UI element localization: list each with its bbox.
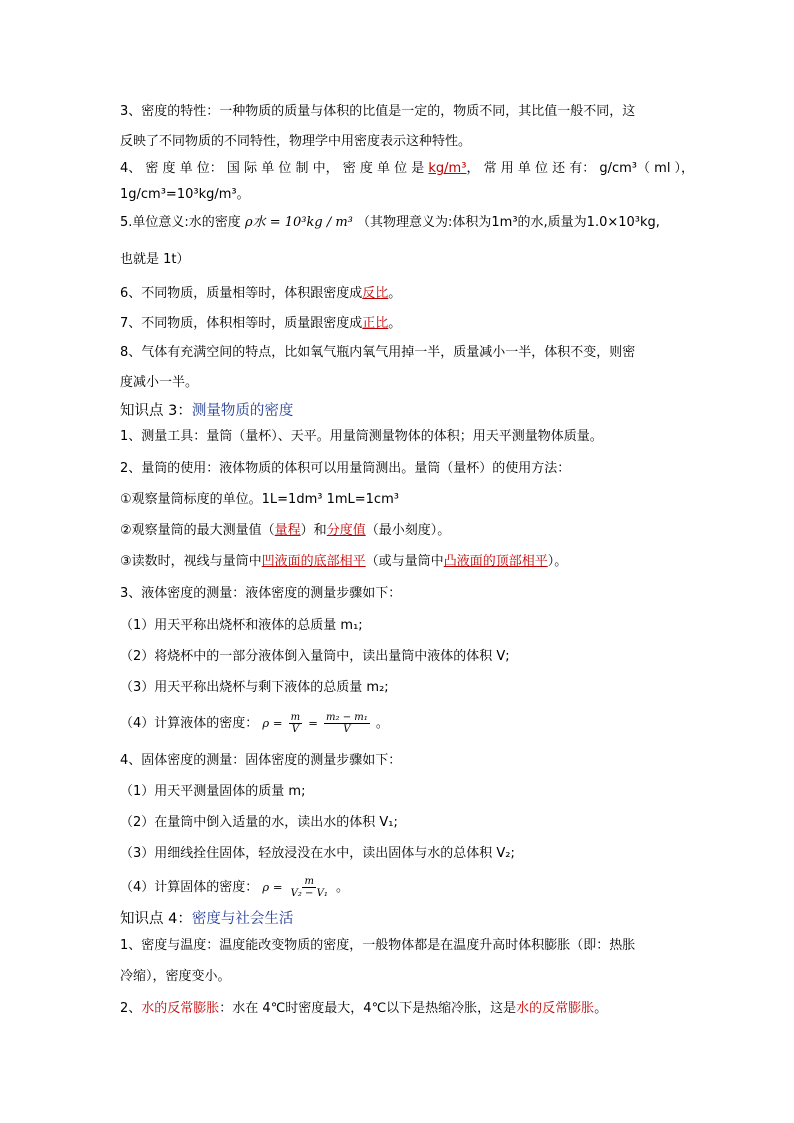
solid-density-heading: 4、固体密度的测量：固体密度的测量步骤如下： [120,753,402,768]
section-heading-3: 知识点 3：测量物质的密度 [120,403,294,419]
water-anomaly-term-1: 水的反常膨胀 [141,1001,220,1016]
liquid-step-1: （1）用天平称出烧杯和液体的总质量 m₁; [120,618,363,633]
liquid-step-3: （3）用天平称出烧杯与剩下液体的总质量 m₂; [120,680,389,695]
solid-step-4: （4）计算固体的密度： ρ = $\frac{m}{\text{V₂ − V₁}}$ 。 [120,876,349,899]
inverse-ratio-term: 反比 [362,286,389,301]
cylinder-step-1: ①观察量筒标度的单位。1L=1dm³ 1mL=1cm³ [120,492,399,507]
cylinder-step-2: ②观察量筒的最大测量值（量程）和分度值（最小刻度）。 [120,523,451,538]
inverse-ratio-line: 6、不同物质，质量相等时，体积跟密度成反比。 [120,286,402,301]
liquid-formula-frac-2: $\frac{\text{m₂ − m₁}}{V}$ [326,712,368,735]
temperature-line-1: 1、密度与温度：温度能改变物质的密度，一般物体都是在温度升高时体积膨胀（即：热胀 [120,938,636,953]
liquid-formula-frac-1: $\frac{m}{V}$ [290,712,301,735]
liquid-step-2: （2）将烧杯中的一部分液体倒入量筒中，读出量筒中液体的体积 V; [120,649,510,664]
range-term: 量程 [274,523,301,538]
cylinder-step-3: ③读数时，视线与量筒中凹液面的底部相平（或与量筒中凸液面的顶部相平）。 [120,554,568,569]
cylinder-usage-line: 2、量筒的使用：液体物质的体积可以用量筒测出。量筒（量杯）的使用方法： [120,461,571,476]
convex-term: 凸液面的顶部相平 [443,554,548,569]
water-anomaly-line: 2、水的反常膨胀：水在 4℃时密度最大，4℃以下是热缩冷胀，这是水的反常膨胀。 [120,1001,608,1016]
direct-ratio-term: 正比 [362,316,389,331]
solid-step-1: （1）用天平测量固体的质量 m; [120,784,306,799]
unit-kg-m3: kg/m³ [428,161,467,176]
section-heading-4: 知识点 4：密度与社会生活 [120,911,294,927]
density-property-line-1: 3、密度的特性：一种物质的质量与体积的比值是一定的，物质不同，其比值一般不同，这 [120,104,636,119]
direct-ratio-line: 7、不同物质，体积相等时，质量跟密度成正比。 [120,316,402,331]
liquid-step-4: （4）计算液体的密度： ρ = $\frac{m}{V}$ = $\frac{\text{m₂ − m₁}}{V}$ 。 [120,712,389,735]
solid-step-3: （3）用细线拴住固体，轻放浸没在水中，读出固体与水的总体积 V₂; [120,846,515,861]
gas-line-1: 8、气体有充满空间的特点，比如氧气瓶内氧气用掉一半，质量减小一半，体积不变，则密 [120,345,636,360]
water-density-formula: ρ水 = 10³kg / m³ [244,215,353,230]
unit-meaning-line-2: 也就是 1t） [120,252,190,267]
temperature-line-2: 冷缩），密度变小。 [120,969,231,984]
unit-meaning-line: 5.单位意义:水的密度 ρ水 = 10³kg / m³ （其物理意义为:体积为1m³的水,质量为1.0×10³kg, [120,215,660,230]
water-anomaly-term-2: 水的反常膨胀 [516,1001,595,1016]
division-term: 分度值 [326,523,366,538]
density-unit-line: 4、 密 度 单 位： 国 际 单 位 制 中， 密 度 单 位 是 kg/m³， 常 用 单 位 还 有： g/cm³（ ml ）， [120,161,695,176]
liquid-formula-lhs: ρ = [262,716,283,730]
measure-tools-line: 1、测量工具：量筒（量杯）、天平。用量筒测量物体的体积；用天平测量物体质量。 [120,429,603,444]
solid-formula-lhs: ρ = [262,880,283,894]
gas-line-2: 度减小一半。 [120,375,199,390]
solid-formula-frac: $\frac{m}{\text{V₂ − V₁}}$ [290,876,328,899]
liquid-density-heading: 3、液体密度的测量：液体密度的测量步骤如下： [120,586,402,601]
unit-conversion-line: 1g/cm³=10³kg/m³。 [120,187,250,202]
density-property-line-2: 反映了不同物质的不同特性，物理学中用密度表示这种特性。 [120,134,472,149]
solid-step-2: （2）在量筒中倒入适量的水，读出水的体积 V₁; [120,815,398,830]
concave-term: 凹液面的底部相平 [261,554,366,569]
